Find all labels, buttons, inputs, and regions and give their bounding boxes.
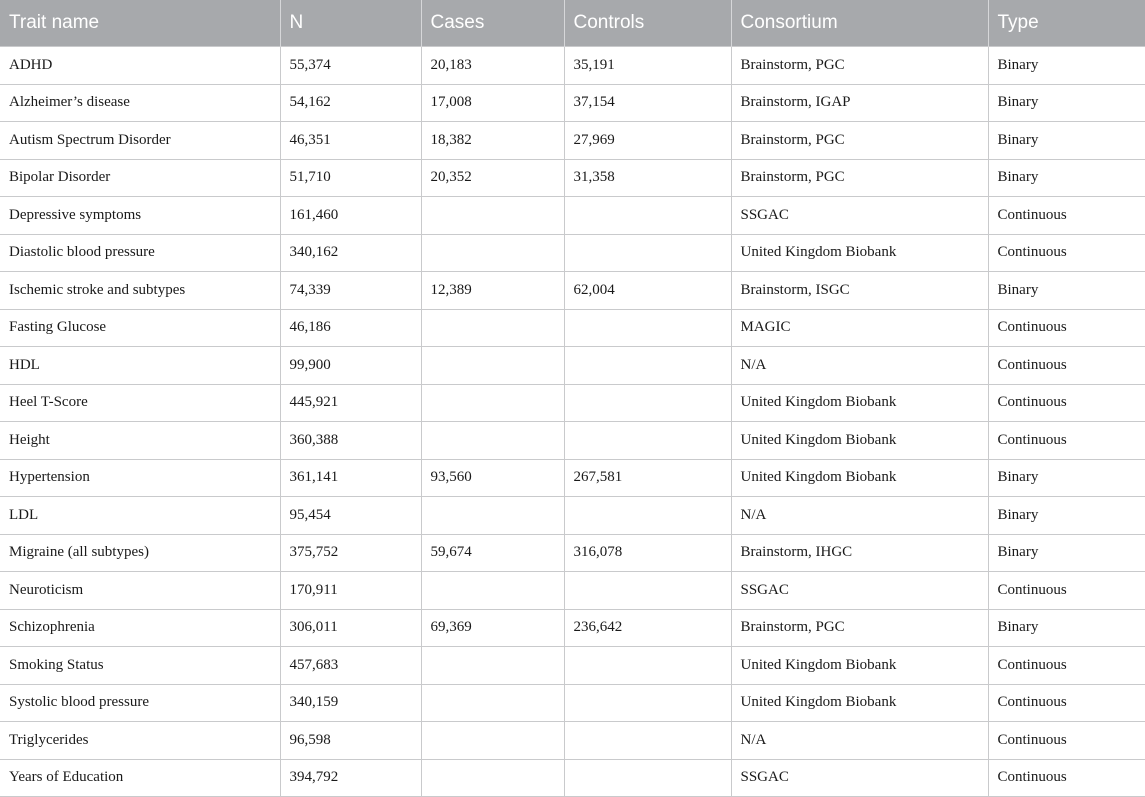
cell-type: Continuous [988, 722, 1145, 760]
cell-n: 54,162 [280, 84, 421, 122]
cell-type: Continuous [988, 234, 1145, 272]
cell-controls [564, 309, 731, 347]
cell-consortium: MAGIC [731, 309, 988, 347]
cell-consortium: SSGAC [731, 759, 988, 797]
cell-trait-name: LDL [0, 497, 280, 535]
cell-n: 375,752 [280, 534, 421, 572]
cell-consortium: SSGAC [731, 197, 988, 235]
cell-type: Continuous [988, 422, 1145, 460]
cell-controls [564, 572, 731, 610]
cell-controls: 236,642 [564, 609, 731, 647]
header-n: N [280, 0, 421, 47]
cell-n: 46,351 [280, 122, 421, 160]
cell-n: 46,186 [280, 309, 421, 347]
table-row [0, 722, 1145, 760]
cell-cases [421, 647, 564, 685]
header-consortium: Consortium [731, 0, 988, 47]
cell-n: 340,162 [280, 234, 421, 272]
cell-trait-name: Diastolic blood pressure [0, 234, 280, 272]
cell-cases: 20,183 [421, 47, 564, 85]
cell-cases [421, 759, 564, 797]
cell-cases: 93,560 [421, 459, 564, 497]
cell-trait-name: HDL [0, 347, 280, 385]
cell-n: 55,374 [280, 47, 421, 85]
cell-trait-name: Years of Education [0, 759, 280, 797]
cell-controls [564, 197, 731, 235]
cell-type: Continuous [988, 309, 1145, 347]
cell-cases [421, 309, 564, 347]
cell-controls [564, 497, 731, 535]
cell-n: 96,598 [280, 722, 421, 760]
cell-n: 170,911 [280, 572, 421, 610]
cell-n: 394,792 [280, 759, 421, 797]
cell-controls [564, 347, 731, 385]
cell-cases [421, 684, 564, 722]
cell-consortium: Brainstorm, PGC [731, 122, 988, 160]
cell-consortium: N/A [731, 722, 988, 760]
cell-cases [421, 197, 564, 235]
cell-cases: 12,389 [421, 272, 564, 310]
cell-n: 445,921 [280, 384, 421, 422]
cell-trait-name: Systolic blood pressure [0, 684, 280, 722]
cell-consortium: N/A [731, 347, 988, 385]
cell-consortium: Brainstorm, PGC [731, 159, 988, 197]
cell-cases [421, 347, 564, 385]
cell-consortium: United Kingdom Biobank [731, 459, 988, 497]
cell-n: 457,683 [280, 647, 421, 685]
table-row [0, 197, 1145, 235]
cell-trait-name: Ischemic stroke and subtypes [0, 272, 280, 310]
cell-consortium: United Kingdom Biobank [731, 422, 988, 460]
cell-trait-name: Smoking Status [0, 647, 280, 685]
cell-controls: 267,581 [564, 459, 731, 497]
cell-controls: 35,191 [564, 47, 731, 85]
cell-type: Binary [988, 459, 1145, 497]
cell-controls [564, 722, 731, 760]
table-row [0, 309, 1145, 347]
table-row [0, 647, 1145, 685]
cell-consortium: Brainstorm, IHGC [731, 534, 988, 572]
cell-trait-name: Migraine (all subtypes) [0, 534, 280, 572]
cell-trait-name: Height [0, 422, 280, 460]
cell-trait-name: ADHD [0, 47, 280, 85]
cell-trait-name: Heel T-Score [0, 384, 280, 422]
cell-trait-name: Autism Spectrum Disorder [0, 122, 280, 160]
cell-n: 95,454 [280, 497, 421, 535]
table-row [0, 384, 1145, 422]
cell-type: Binary [988, 159, 1145, 197]
table-row [0, 84, 1145, 122]
cell-type: Binary [988, 47, 1145, 85]
cell-consortium: United Kingdom Biobank [731, 684, 988, 722]
cell-type: Continuous [988, 684, 1145, 722]
cell-controls [564, 234, 731, 272]
table-row [0, 234, 1145, 272]
table-row [0, 684, 1145, 722]
cell-consortium: United Kingdom Biobank [731, 384, 988, 422]
cell-trait-name: Alzheimer’s disease [0, 84, 280, 122]
cell-type: Binary [988, 122, 1145, 160]
header-trait-name: Trait name [0, 0, 280, 47]
table-row [0, 272, 1145, 310]
cell-type: Binary [988, 497, 1145, 535]
table-row [0, 497, 1145, 535]
cell-n: 161,460 [280, 197, 421, 235]
cell-trait-name: Fasting Glucose [0, 309, 280, 347]
cell-trait-name: Neuroticism [0, 572, 280, 610]
cell-type: Binary [988, 609, 1145, 647]
cell-type: Binary [988, 534, 1145, 572]
cell-cases: 17,008 [421, 84, 564, 122]
cell-cases [421, 722, 564, 760]
cell-consortium: United Kingdom Biobank [731, 234, 988, 272]
cell-n: 306,011 [280, 609, 421, 647]
cell-trait-name: Bipolar Disorder [0, 159, 280, 197]
cell-n: 361,141 [280, 459, 421, 497]
cell-cases: 69,369 [421, 609, 564, 647]
cell-type: Continuous [988, 647, 1145, 685]
header-cases: Cases [421, 0, 564, 47]
cell-controls [564, 647, 731, 685]
cell-cases [421, 497, 564, 535]
cell-consortium: United Kingdom Biobank [731, 647, 988, 685]
cell-trait-name: Depressive symptoms [0, 197, 280, 235]
cell-type: Continuous [988, 759, 1145, 797]
cell-controls: 316,078 [564, 534, 731, 572]
cell-cases [421, 572, 564, 610]
cell-trait-name: Schizophrenia [0, 609, 280, 647]
cell-consortium: Brainstorm, PGC [731, 609, 988, 647]
cell-consortium: SSGAC [731, 572, 988, 610]
table-row [0, 534, 1145, 572]
cell-cases [421, 422, 564, 460]
cell-controls [564, 759, 731, 797]
table-row [0, 422, 1145, 460]
cell-type: Continuous [988, 572, 1145, 610]
header-type: Type [988, 0, 1145, 47]
cell-n: 74,339 [280, 272, 421, 310]
cell-type: Continuous [988, 197, 1145, 235]
table-row [0, 47, 1145, 85]
table-row [0, 759, 1145, 797]
cell-consortium: Brainstorm, PGC [731, 47, 988, 85]
cell-controls: 62,004 [564, 272, 731, 310]
cell-type: Continuous [988, 384, 1145, 422]
table-body [0, 47, 1145, 797]
table-row [0, 572, 1145, 610]
cell-consortium: N/A [731, 497, 988, 535]
table-row [0, 122, 1145, 160]
cell-cases: 59,674 [421, 534, 564, 572]
header-row [0, 0, 1145, 47]
cell-trait-name: Hypertension [0, 459, 280, 497]
cell-type: Binary [988, 272, 1145, 310]
cell-controls [564, 422, 731, 460]
cell-trait-name: Triglycerides [0, 722, 280, 760]
cell-cases: 20,352 [421, 159, 564, 197]
cell-type: Continuous [988, 347, 1145, 385]
table-row [0, 609, 1145, 647]
cell-cases [421, 384, 564, 422]
cell-controls: 31,358 [564, 159, 731, 197]
table-row [0, 459, 1145, 497]
table-header [0, 0, 1145, 47]
table-row [0, 159, 1145, 197]
table-row [0, 347, 1145, 385]
cell-n: 99,900 [280, 347, 421, 385]
cell-controls [564, 384, 731, 422]
cell-consortium: Brainstorm, IGAP [731, 84, 988, 122]
cell-n: 340,159 [280, 684, 421, 722]
cell-type: Binary [988, 84, 1145, 122]
cell-controls: 37,154 [564, 84, 731, 122]
cell-n: 51,710 [280, 159, 421, 197]
cell-n: 360,388 [280, 422, 421, 460]
cell-cases: 18,382 [421, 122, 564, 160]
cell-controls [564, 684, 731, 722]
cell-cases [421, 234, 564, 272]
cell-consortium: Brainstorm, ISGC [731, 272, 988, 310]
header-controls: Controls [564, 0, 731, 47]
cell-controls: 27,969 [564, 122, 731, 160]
